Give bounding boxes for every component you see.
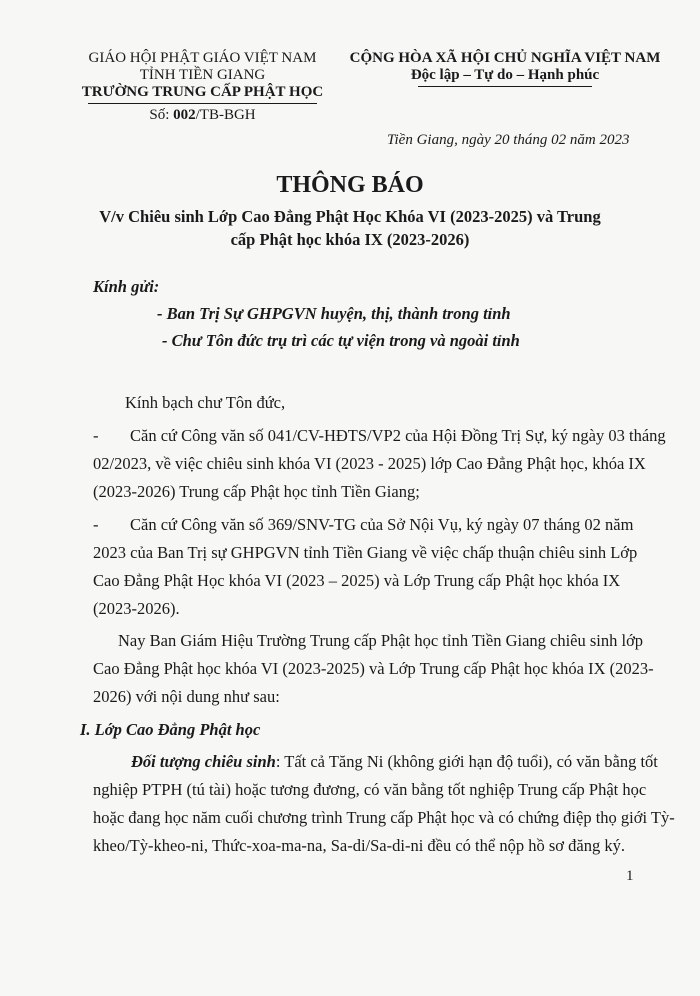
salutation: Kính bạch chư Tôn đức, bbox=[125, 393, 286, 412]
national-motto-underline bbox=[418, 86, 592, 87]
bullet1-line2: 02/2023, về việc chiêu sinh khóa VI (2023 - 2025) lớp Cao Đẳng Phật học, khóa IX bbox=[93, 454, 646, 473]
bullet1-line3: (2023-2026) Trung cấp Phật học tỉnh Tiền Giang; bbox=[93, 482, 420, 501]
org-name-line1: GIÁO HỘI PHẬT GIÁO VIỆT NAM bbox=[88, 50, 317, 66]
date-line: Tiền Giang, ngày 20 tháng 02 năm 2023 bbox=[387, 132, 630, 148]
section-1-title: I. Lớp Cao Đẳng Phật học bbox=[80, 720, 261, 739]
notice-title: THÔNG BÁO bbox=[276, 172, 424, 198]
eligibility-line3: hoặc đang học năm cuối chương trình Trung cấp Phật học và có chứng điệp thọ giới Tỳ- bbox=[93, 808, 675, 827]
eligibility-line1: Đối tượng chiêu sinh: Tất cả Tăng Ni (không giới hạn độ tuổi), có văn bằng tốt bbox=[131, 752, 658, 771]
school-name-underline bbox=[88, 103, 317, 104]
org-name-line2: TỈNH TIỀN GIANG bbox=[139, 67, 266, 83]
eligibility-line2: nghiệp PTPH (tú tài) hoặc tương đương, có văn bằng tốt nghiệp Trung cấp Phật học bbox=[93, 780, 647, 799]
national-motto: Độc lập – Tự do – Hạnh phúc bbox=[410, 67, 600, 83]
school-name: TRƯỜNG TRUNG CẤP PHẬT HỌC bbox=[81, 84, 324, 100]
recipient-item-2: - Chư Tôn đức trụ trì các tự viện trong và ngoài tỉnh bbox=[162, 331, 520, 350]
recipient-item-1: - Ban Trị Sự GHPGVN huyện, thị, thành trong tỉnh bbox=[157, 304, 511, 323]
bullet2-line4: (2023-2026). bbox=[93, 599, 180, 618]
document-number: Số: 002/TB-BGH bbox=[149, 107, 256, 123]
recipients-label: Kính gửi: bbox=[93, 277, 160, 296]
intro-line2: Cao Đẳng Phật học khóa VI (2023-2025) và Lớp Trung cấp Phật học khóa IX (2023- bbox=[93, 659, 654, 678]
notice-subtitle-line1: V/v Chiêu sinh Lớp Cao Đẳng Phật Học Khóa VI (2023-2025) và Trung bbox=[99, 207, 601, 226]
bullet2-line2: 2023 của Ban Trị sự GHPGVN tỉnh Tiền Giang về việc chấp thuận chiêu sinh Lớp bbox=[93, 543, 638, 562]
bullet1-line1: Căn cứ Công văn số 041/CV-HĐTS/VP2 của Hội Đồng Trị Sự, ký ngày 03 tháng bbox=[130, 426, 666, 445]
intro-line1: Nay Ban Giám Hiệu Trường Trung cấp Phật học tỉnh Tiền Giang chiêu sinh lớp bbox=[118, 631, 644, 650]
bullet-dash-2: - bbox=[93, 515, 99, 534]
bullet2-line3: Cao Đẳng Phật Học khóa VI (2023 – 2025) và Lớp Trung cấp Phật học khóa IX bbox=[93, 571, 621, 590]
bullet2-line1: Căn cứ Công văn số 369/SNV-TG của Sở Nội Vụ, ký ngày 07 tháng 02 năm bbox=[130, 515, 634, 534]
notice-subtitle-line2: cấp Phật học khóa IX (2023-2026) bbox=[230, 230, 470, 249]
page-number: 1 bbox=[626, 868, 634, 884]
national-title: CỘNG HÒA XÃ HỘI CHỦ NGHĨA VIỆT NAM bbox=[349, 50, 661, 66]
intro-line3: 2026) với nội dung như sau: bbox=[93, 687, 280, 706]
bullet-dash-1: - bbox=[93, 426, 99, 445]
eligibility-line4: kheo/Tỳ-kheo-ni, Thức-xoa-ma-na, Sa-di/Sa-di-ni đều có thể nộp hồ sơ đăng ký. bbox=[93, 836, 625, 855]
